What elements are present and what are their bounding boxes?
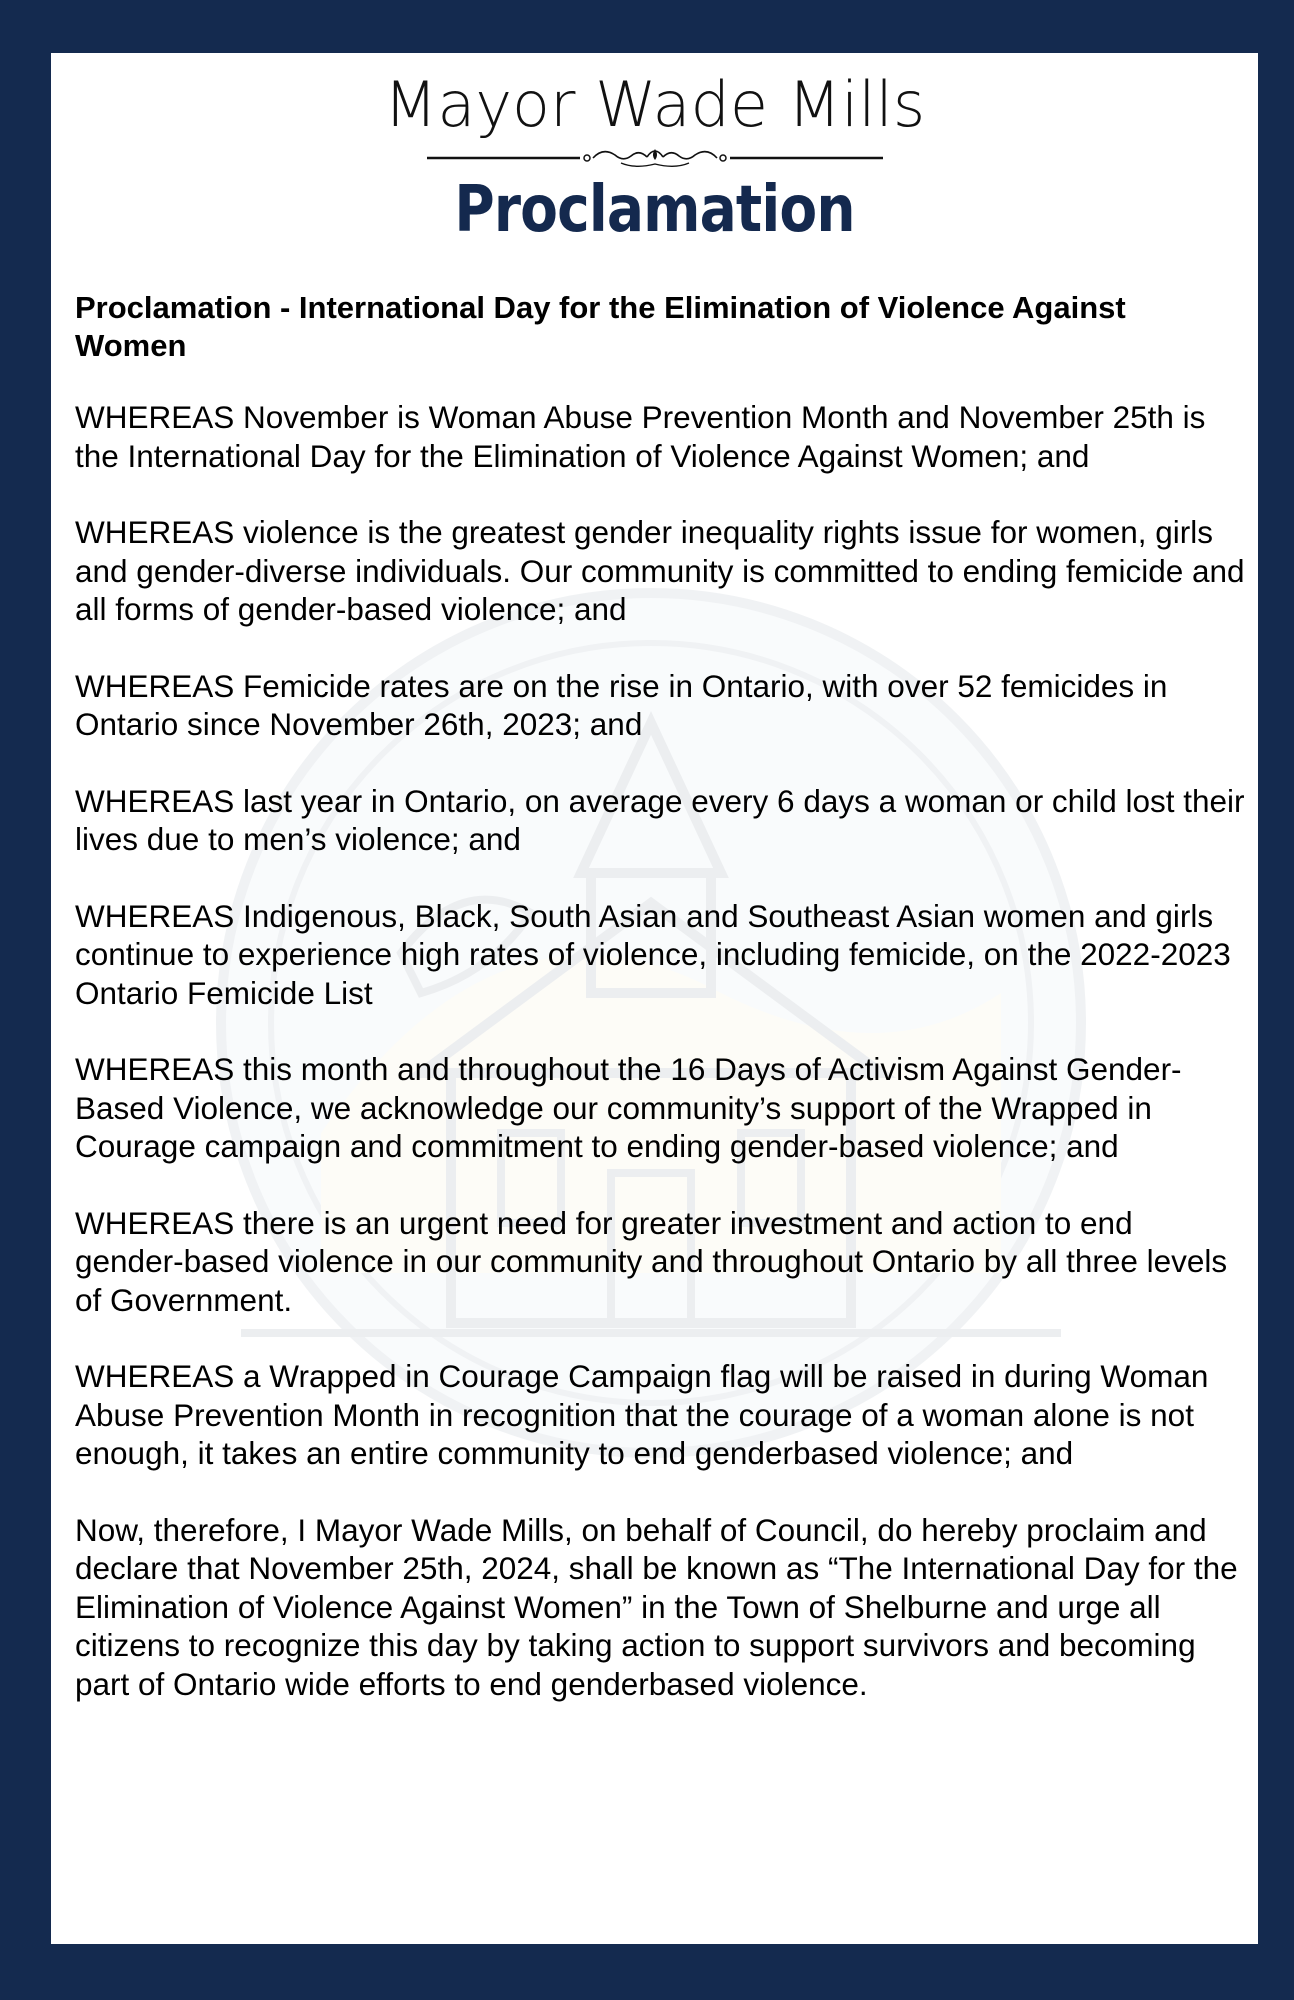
whereas-clause: WHEREAS November is Woman Abuse Prevention Month and November 25th is the International Day for the Elimination of Violence Against Women; and [75,399,1206,474]
declaration-clause: Now, therefore, I Mayor Wade Mills, on behalf of Council, do hereby proclaim and declare that November 25th, 2024, shall be known as “The International Day for the Elimination of Violence Against Women” in the Town of Shelburne and urge all citizens to recognize this day by taking action to support survivors and becoming part of Ontario wide efforts to end genderbased violence. [75,1511,1238,1702]
whereas-clause: WHEREAS a Wrapped in Courage Campaign flag will be raised in during Woman Abuse Prevention Month in recognition that the courage of a woman alone is not enough, it takes an entire community to end genderbased violence; and [75,1358,1209,1471]
whereas-clause: WHEREAS Femicide rates are on the rise in Ontario, with over 52 femicides in Ontario since November 26th, 2023; and [75,667,1168,742]
proclamation-header [51,67,1258,249]
mayor-name: Mayor Wade Mills [383,68,926,141]
whereas-clause: WHEREAS Indigenous, Black, South Asian and Southeast Asian women and girls continue to experience high rates of violence, including femicide, on the 2022-2023 Ontario Femicide List [75,897,1231,1011]
whereas-clause: WHEREAS last year in Ontario, on average every 6 days a woman or child lost their lives due to men’s violence; and [75,782,1245,857]
document-type-heading: Proclamation [454,173,855,247]
whereas-clause: WHEREAS this month and throughout the 16 Days of Activism Against Gender-Based Violence, we acknowledge our community’s support of the Wrapped in Courage campaign and commitment to ending gender-based violence; and [75,1051,1182,1164]
proclamation-title: Proclamation - International Day for the Elimination of Violence Against Women [75,290,1126,363]
whereas-clause: WHEREAS violence is the greatest gender inequality rights issue for women, girls and gender-diverse individuals. Our community is committed to ending femicide and all forms of gender-based violence; and [75,514,1245,627]
proclamation-card [51,53,1258,1944]
ornamental-flourish-icon [425,145,885,171]
proclamation-body [75,289,1245,1741]
whereas-clause: WHEREAS there is an urgent need for greater investment and action to end gender-based violence in our community and throughout Ontario by all three levels of Government. [75,1204,1228,1318]
